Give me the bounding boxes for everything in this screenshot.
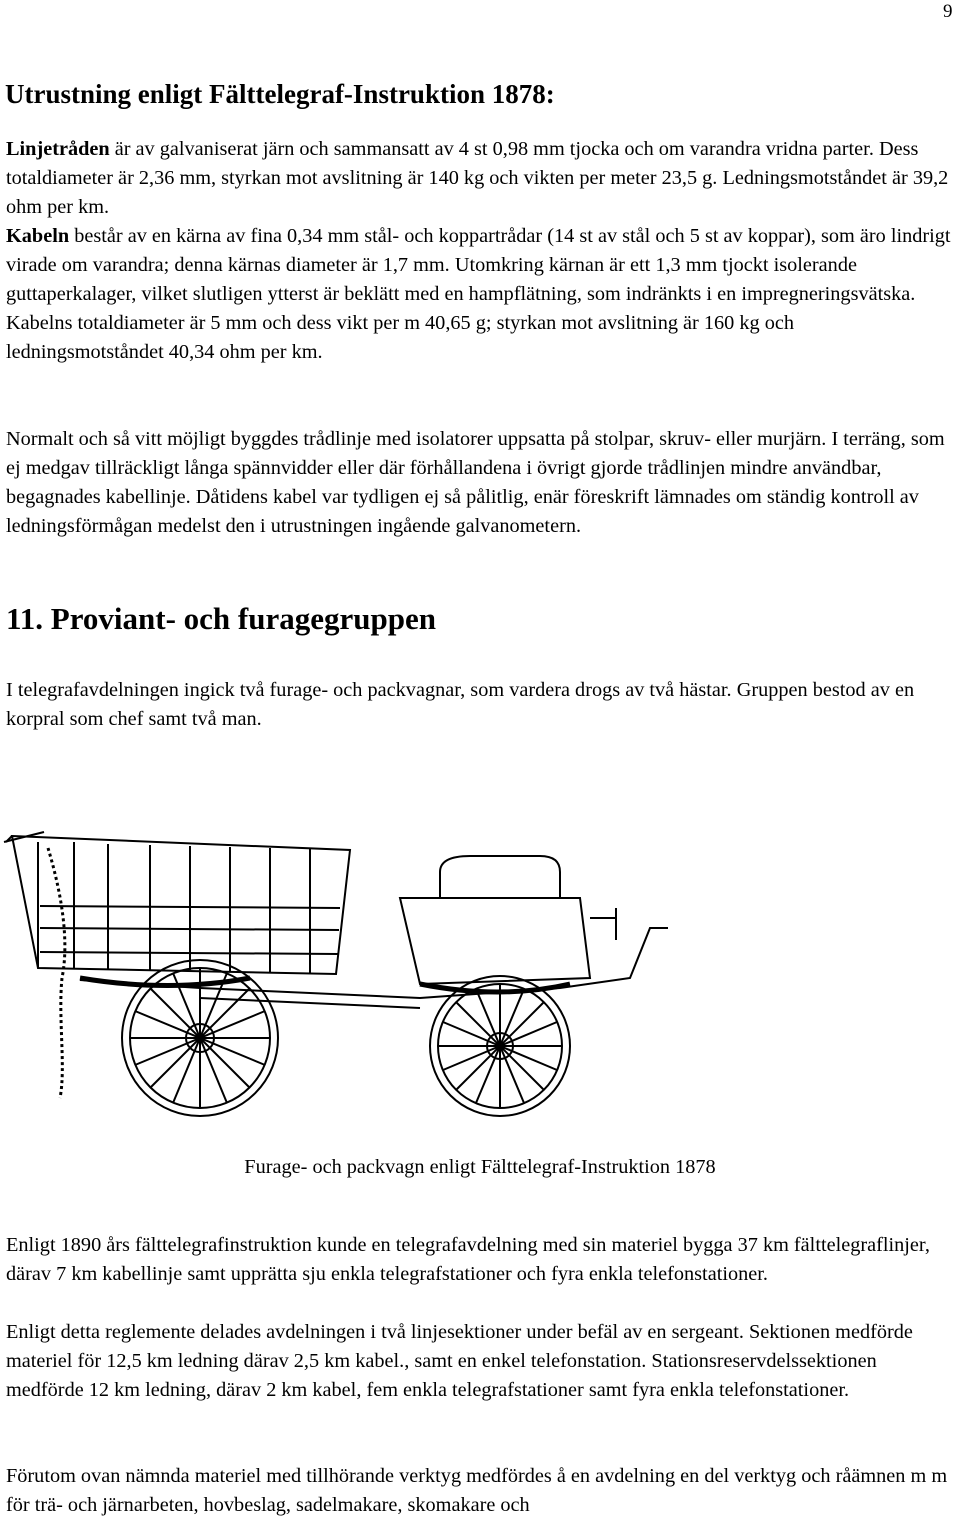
wagon-illustration: [0, 828, 700, 1123]
chapter-heading: 11. Proviant- och furagegruppen: [6, 601, 436, 636]
paragraph-wire-and-cable: [6, 135, 951, 367]
section-title: Utrustning enligt Fälttelegraf-Instruktion 1878:: [5, 79, 555, 109]
paragraph-1890-instruction: Enligt 1890 års fälttelegrafinstruktion kunde en telegrafavdelning med sin materiel bygga 37 km fälttelegraflinjer, därav 7 km kabellinje samt upprätta sju enkla telegrafstationer och fyra enkla telefonstationer.: [6, 1234, 930, 1285]
paragraph-group: I telegrafavdelningen ingick två furage- och packvagnar, som vardera drogs av två hästar. Gruppen bestod av en korpral som chef samt två man.: [6, 679, 915, 730]
page-number: 9: [943, 1, 953, 22]
cable-text: består av en kärna av fina 0,34 mm stål- och koppartrådar (14 st av stål och 5 st av koppar), som äro lindrigt virade om varandra; denna kärnas diameter är 1,7 mm. Utomkring kärnan är ett 1,3 mm tjockt isolerande guttaperkalager, vilket slutligen ytterst är beklätt med en hampflätning, som indränkts i en impregneringsvätska. Kabelns totaldiameter är 5 mm och dess vikt per m 40,65 g; styrkan mot avslitning är 160 kg och ledningsmotståndet 40,34 ohm per km.: [6, 225, 951, 363]
wire-text: är av galvaniserat järn och sammansatt av 4 st 0,98 mm tjocka och om varandra vridna parter. Dess totaldiameter är 2,36 mm, styrkan mot avslitning är 140 kg och vikten per meter 23,5 g. Ledningsmotståndet är 39,2 ohm per km.: [6, 138, 949, 218]
paragraph-sections: Enligt detta reglemente delades avdelningen i två linjesektioner under befäl av en sergeant. Sektionen medförde materiel för 12,5 km ledning därav 2,5 km kabel., samt en enkel telefonstation. Stationsreservdelssektionen medförde 12 km ledning, därav 2 km kabel, fem enkla telegrafstationer samt fyra enkla telefonstationer.: [6, 1321, 913, 1401]
term-linjetraden: Linjetråden: [6, 138, 110, 160]
term-kabeln: Kabeln: [6, 225, 70, 247]
front-wheel: [430, 976, 570, 1116]
figure-caption: Furage- och packvagn enligt Fälttelegraf-Instruktion 1878: [244, 1156, 716, 1178]
cargo-box: [4, 832, 350, 974]
rear-wheel: [122, 960, 278, 1116]
paragraph-tools: Förutom ovan nämnda materiel med tillhörande verktyg medfördes å en avdelning en del verktyg och råämnen m m för trä- och järnarbeten, hovbeslag, sadelmakare, skomakare och: [6, 1465, 948, 1516]
paragraph-line-construction: Normalt och så vitt möjligt byggdes trådlinje med isolatorer uppsatta på stolpar, skruv- eller murjärn. I terräng, som ej medgav tillräckligt långa spännvidder eller där förhållandena i övrigt gjorde trådlinjen mindre användbar, begagnades kabellinje. Dåtidens kabel var tydligen ej så pålitlig, enär föreskrift lämnades om ständig kontroll av ledningsförmågan medelst den i utrustningen ingående galvanometern.: [6, 428, 945, 537]
rope: [48, 848, 65, 1098]
front-box: [400, 856, 616, 984]
